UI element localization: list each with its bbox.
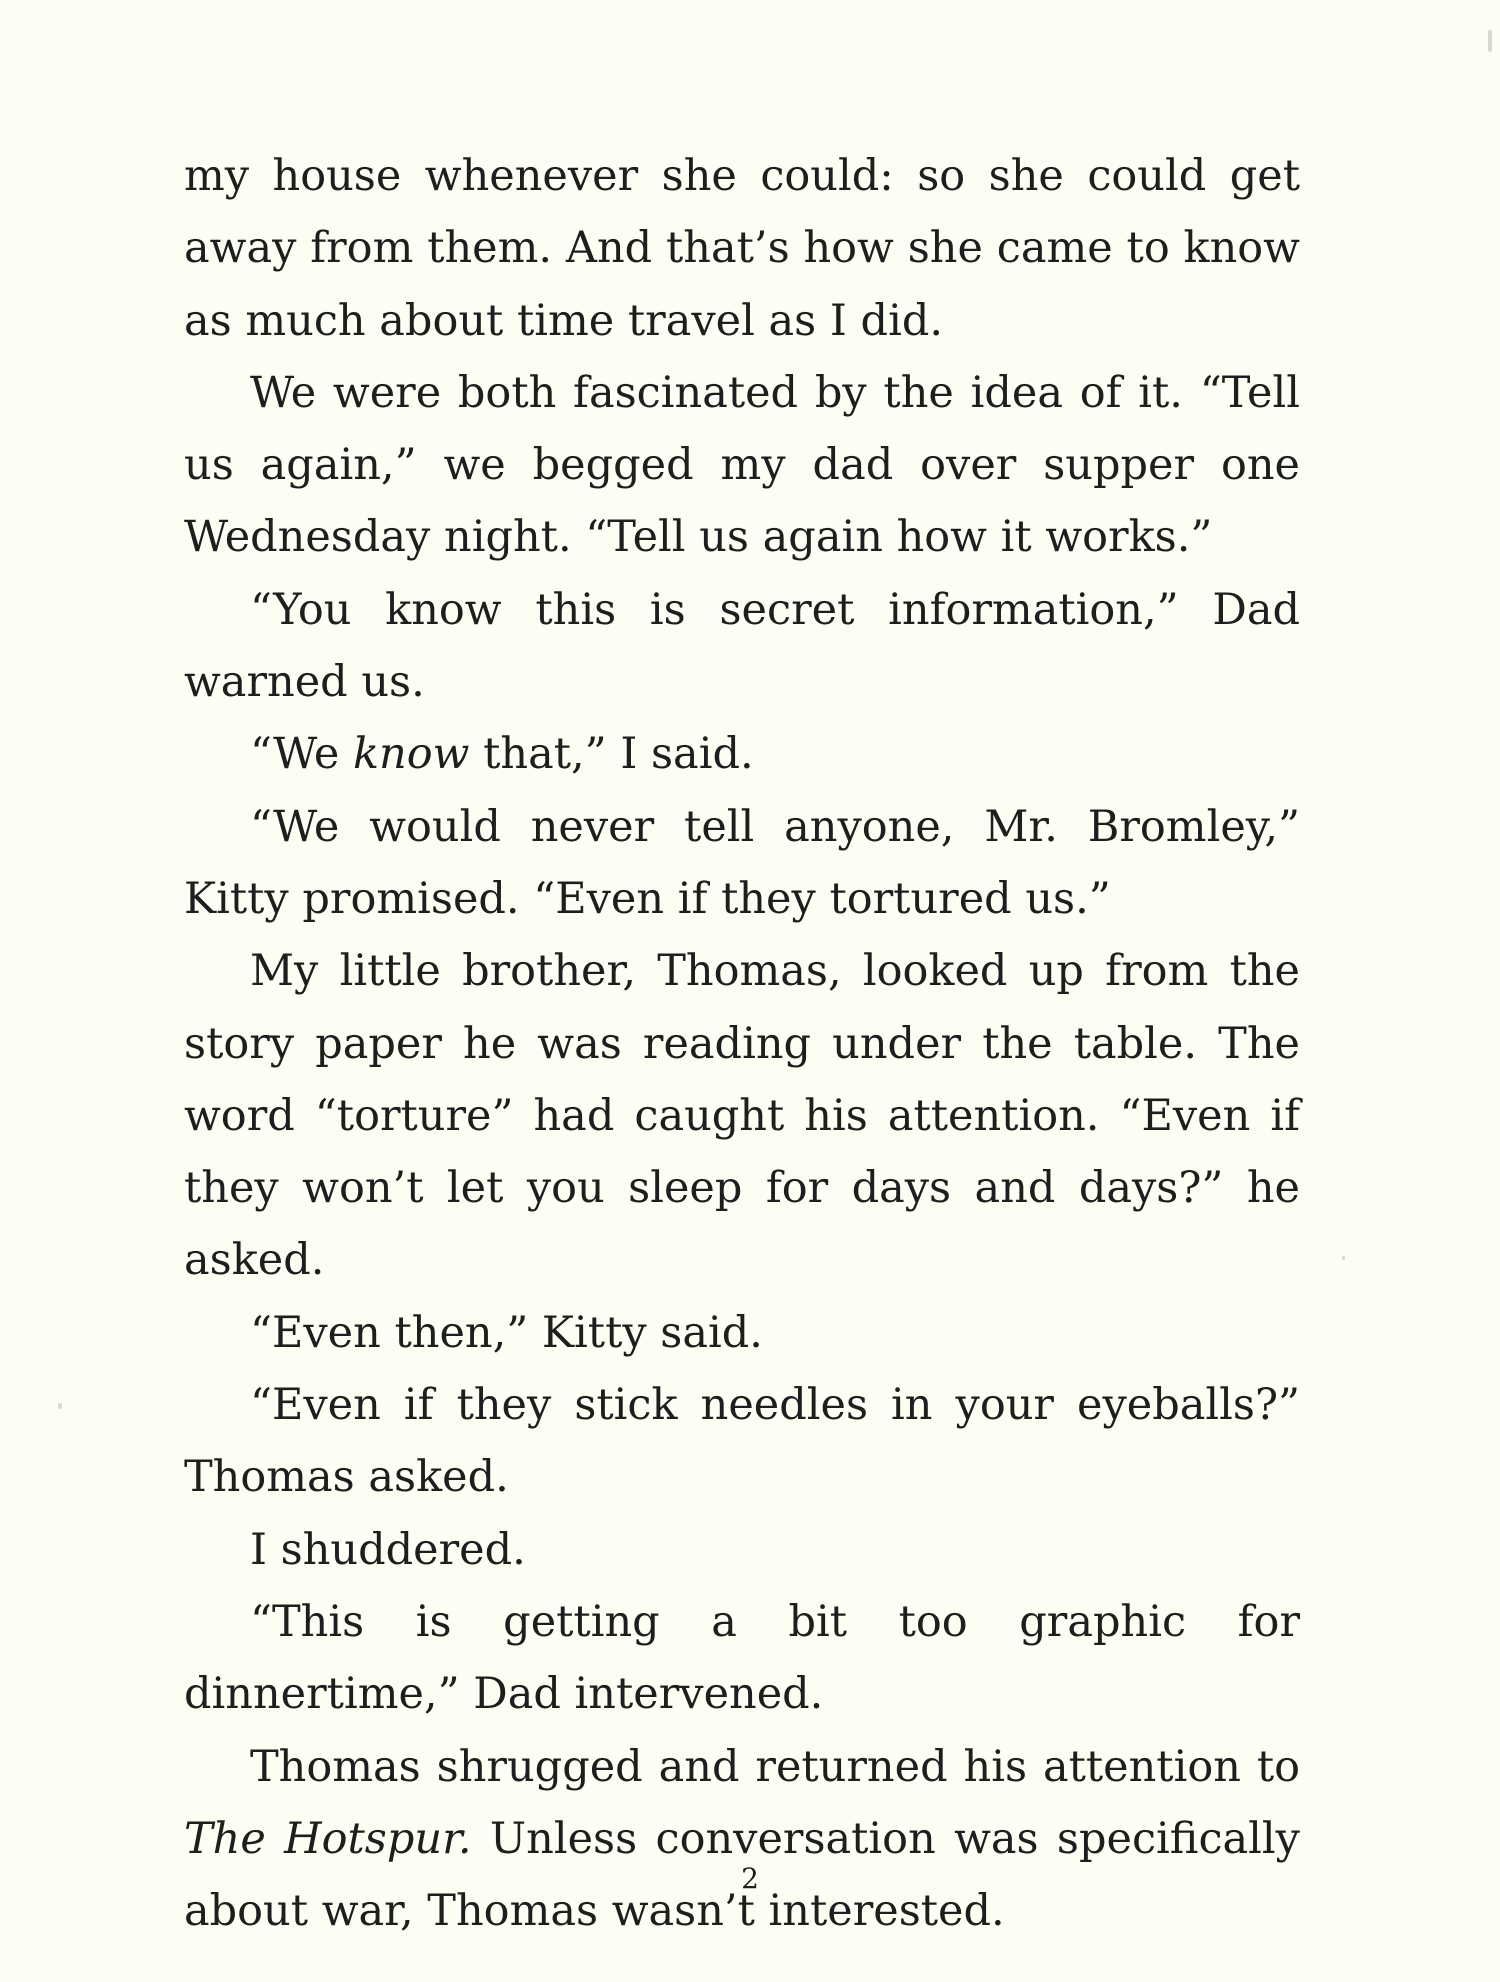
paragraph-8: “Even if they stick needles in your eyeballs?” Thomas asked.	[184, 1380, 1300, 1503]
paragraph-4	[184, 718, 1300, 790]
paragraph-4-lead: “We	[250, 729, 353, 780]
paragraph-7: “Even then,” Kitty said.	[250, 1307, 763, 1358]
paragraph-2: We were both fascinated by the idea of it. “Tell us again,” we begged my dad over supper one Wednesday night. “Tell us again how it works.”	[184, 367, 1300, 563]
page-body	[184, 140, 1300, 1947]
scan-speck	[58, 1403, 62, 1409]
paragraph-5: “We would never tell anyone, Mr. Bromley,” Kitty promised. “Even if they tortured us.”	[184, 801, 1300, 924]
paragraph-4-tail: that,” I said.	[469, 729, 754, 780]
paragraph-4-emphasis: know	[353, 729, 470, 780]
page-number: 2	[741, 1862, 759, 1895]
paragraph-11-emphasis: The Hotspur.	[184, 1813, 472, 1864]
paragraph-6: My little brother, Thomas, looked up from the story paper he was reading under the table. The word “torture” had caught his attention. “Even if they won’t let you sleep for days and days?” he asked.	[184, 946, 1300, 1286]
paragraph-3: “You know this is secret information,” Dad warned us.	[184, 584, 1300, 708]
scan-speck	[1488, 30, 1492, 52]
paragraph-9: I shuddered.	[250, 1524, 526, 1575]
paragraph-10: “This is getting a bit too graphic for dinnertime,” Dad intervened.	[184, 1596, 1300, 1720]
paragraph-11-lead: Thomas shrugged and returned his attention to	[250, 1741, 1300, 1792]
scan-speck	[1342, 1256, 1345, 1260]
paragraph-11	[184, 1731, 1300, 1948]
paragraph-11-tail: Unless conversation was specifically about war, Thomas wasn’t interested.	[184, 1813, 1300, 1937]
paragraph-1: my house whenever she could: so she could get away from them. And that’s how she came to know as much about time travel as I did.	[184, 151, 1300, 346]
